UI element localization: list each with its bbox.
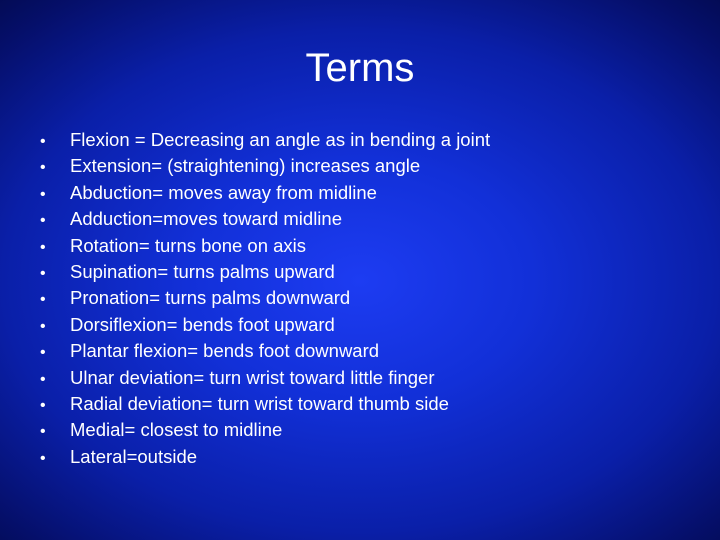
list-item	[40, 180, 490, 206]
list-item-text: Flexion = Decreasing an angle as in bending a joint	[70, 129, 491, 150]
list-item	[40, 338, 490, 364]
list-item	[40, 259, 490, 285]
list-item-text: Extension= (straightening) increases angle	[70, 155, 421, 177]
bullet-icon: •	[40, 344, 46, 362]
bullet-icon: •	[40, 317, 46, 335]
list-item-text: Lateral=outside	[70, 445, 198, 467]
list-item	[40, 444, 490, 470]
list-item-text: Radial deviation= turn wrist toward thumb side	[70, 392, 449, 414]
list-item-text: Medial= closest to midline	[70, 419, 283, 441]
list-item-text: Abduction= moves away from midline	[70, 181, 377, 203]
list-item	[40, 233, 490, 259]
list-item-text: Dorsiflexion= bends foot upward	[70, 313, 335, 335]
list-item	[40, 391, 490, 417]
list-item	[40, 206, 490, 232]
bullet-icon: •	[40, 449, 46, 467]
slide-title: Terms	[305, 46, 415, 90]
list-item-text: Supination= turns palms upward	[70, 260, 335, 282]
list-item	[40, 127, 490, 153]
list-item	[40, 312, 490, 338]
list-item-text: Ulnar deviation= turn wrist toward little finger	[70, 366, 435, 388]
list-item	[40, 285, 490, 311]
list-item	[40, 153, 490, 179]
bullet-icon: •	[40, 238, 46, 256]
list-item-text: Pronation= turns palms downward	[70, 287, 351, 309]
bullet-icon: •	[40, 264, 46, 282]
list-item	[40, 365, 490, 391]
list-item	[40, 417, 490, 443]
bullet-icon: •	[40, 396, 46, 414]
list-item-text: Plantar flexion= bends foot downward	[70, 340, 380, 362]
bullet-icon: •	[40, 423, 46, 441]
bullet-list	[40, 127, 490, 470]
bullet-icon: •	[40, 159, 46, 177]
list-item-text: Rotation= turns bone on axis	[70, 234, 307, 256]
bullet-icon: •	[40, 291, 46, 309]
bullet-icon: •	[40, 133, 46, 150]
bullet-icon: •	[40, 370, 46, 388]
bullet-icon: •	[40, 185, 46, 203]
bullet-icon: •	[40, 212, 46, 230]
list-item-text: Adduction=moves toward midline	[70, 208, 342, 230]
